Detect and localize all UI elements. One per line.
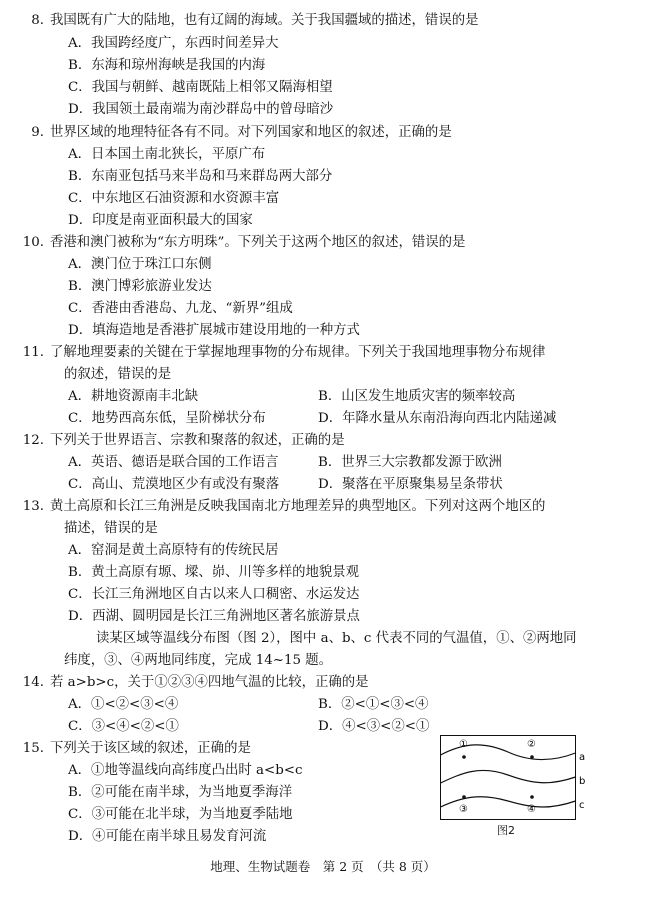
question-13-option-b: B．黄土高原有塬、墚、峁、川等多样的地貌景观 <box>68 565 360 580</box>
figure-intro-line2: 纬度，③、④两地同纬度，完成 14~15 题。 <box>64 653 333 668</box>
question-13-stem-cont: 描述，错误的是 <box>64 521 158 536</box>
figure-intro-line1: 读某区域等温线分布图（图 2），图中 a、b、c 代表不同的气温值，①、②两地同 <box>96 631 577 646</box>
question-12-stem: 12. 下列关于世界语言、宗教和聚落的叙述，正确的是 <box>22 433 345 448</box>
question-10-option-b: B．澳门博彩旅游业发达 <box>68 279 212 294</box>
question-9-option-b: B．东南亚包括马来半岛和马来群岛两大部分 <box>68 169 333 184</box>
question-11-option-a: A．耕地资源南丰北缺 <box>68 389 199 404</box>
point-1-label: ① <box>459 739 468 750</box>
question-13-option-d: D．西湖、圆明园是长江三角洲地区著名旅游景点 <box>68 609 360 624</box>
question-8-option-a: A．我国跨经度广，东西时间差异大 <box>68 36 279 51</box>
question-14-stem: 14. 若 a>b>c，关于①②③④四地气温的比较，正确的是 <box>22 675 369 690</box>
question-14-option-c: C．③<④<②<① <box>68 719 179 734</box>
question-13-option-a: A．窑洞是黄土高原特有的传统民居 <box>68 543 279 558</box>
point-2-label: ② <box>527 739 536 750</box>
question-9-stem: 9. 世界区域的地理特征各有不同。对下列国家和地区的叙述，正确的是 <box>31 125 452 140</box>
question-9-option-c: C．中东地区石油资源和水资源丰富 <box>68 191 280 206</box>
question-10-option-c: C．香港由香港岛、九龙、“新界”组成 <box>68 301 293 316</box>
point-4-label: ④ <box>527 804 536 815</box>
question-11-option-c: C．地势西高东低，呈阶梯状分布 <box>68 411 266 426</box>
question-14-option-d: D．④<③<②<① <box>318 719 430 734</box>
isotherm-figure <box>440 735 590 821</box>
point-1-dot <box>462 755 466 759</box>
question-15-option-b: B．②可能在南半球，为当地夏季海洋 <box>68 785 293 800</box>
question-11-option-d: D．年降水量从东南沿海向西北内陆递减 <box>318 411 557 426</box>
page-footer: 地理、生物试题卷 第 2 页 （共 8 页） <box>210 859 436 874</box>
question-12-option-a: A．英语、德语是联合国的工作语言 <box>68 455 279 470</box>
question-8-option-b: B．东海和琼州海峡是我国的内海 <box>68 58 266 73</box>
question-13-stem: 13. 黄土高原和长江三角洲是反映我国南北方地理差异的典型地区。下列对这两个地区的 <box>22 499 546 514</box>
question-12-option-d: D．聚落在平原聚集易呈条带状 <box>318 477 503 492</box>
question-14-option-b: B．②<①<③<④ <box>318 697 429 712</box>
question-8-stem: 8. 我国既有广大的陆地，也有辽阔的海域。关于我国疆域的描述，错误的是 <box>31 13 479 28</box>
figure-caption: 图2 <box>497 824 515 837</box>
question-9-option-a: A．日本国土南北狭长，平原广布 <box>68 147 266 162</box>
question-10-option-a: A．澳门位于珠江口东侧 <box>68 257 212 272</box>
question-8-option-c: C．我国与朝鲜、越南既陆上相邻又隔海相望 <box>68 80 333 95</box>
isotherm-c-label: c <box>579 800 585 811</box>
point-3-dot <box>462 795 466 799</box>
isotherm-b-label: b <box>579 776 586 787</box>
question-11-option-b: B．山区发生地质灾害的频率较高 <box>318 389 516 404</box>
question-10-stem: 10. 香港和澳门被称为“东方明珠”。下列关于这两个地区的叙述，错误的是 <box>22 235 466 250</box>
question-12-option-c: C．高山、荒漠地区少有或没有聚落 <box>68 477 280 492</box>
question-14-option-a: A．①<②<③<④ <box>68 697 179 712</box>
question-8-option-d: D．我国领土最南端为南沙群岛中的曾母暗沙 <box>68 102 334 117</box>
question-13-option-c: C．长江三角洲地区自古以来人口稠密、水运发达 <box>68 587 360 602</box>
question-15-option-c: C．③可能在北半球，为当地夏季陆地 <box>68 807 293 822</box>
point-3-label: ③ <box>459 804 468 815</box>
question-11-stem-cont: 的叙述，错误的是 <box>64 367 172 382</box>
question-15-option-d: D．④可能在南半球且易发育河流 <box>68 829 267 844</box>
point-4-dot <box>530 795 534 799</box>
point-2-dot <box>530 755 534 759</box>
isotherm-a-label: a <box>579 752 586 763</box>
question-11-stem: 11. 了解地理要素的关键在于掌握地理事物的分布规律。下列关于我国地理事物分布规律 <box>22 345 546 360</box>
question-15-stem: 15. 下列关于该区域的叙述，正确的是 <box>22 741 251 756</box>
question-12-option-b: B．世界三大宗教都发源于欧洲 <box>318 455 502 470</box>
question-10-option-d: D．填海造地是香港扩展城市建设用地的一种方式 <box>68 323 360 338</box>
question-15-option-a: A．①地等温线向高纬度凸出时 a<b<c <box>68 763 303 778</box>
question-9-option-d: D．印度是南亚面积最大的国家 <box>68 213 253 228</box>
